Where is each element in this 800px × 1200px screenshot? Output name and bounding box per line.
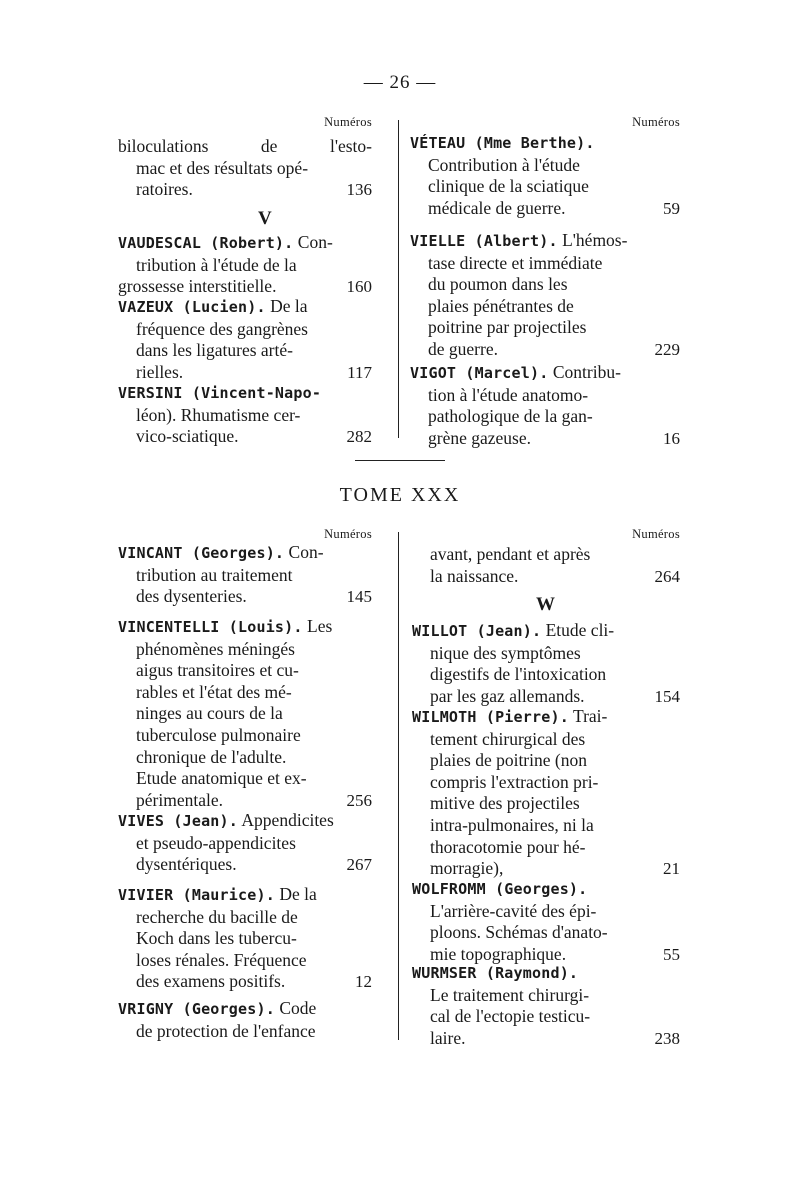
entry-line: plaies pénétrantes de	[428, 295, 574, 316]
entry-line: fréquence des gangrènes	[136, 318, 308, 339]
entry-line: de protection de l'enfance	[136, 1020, 316, 1041]
entry-line: pathologique de la gan-	[428, 406, 593, 427]
entry-line: recherche du bacille de	[136, 906, 298, 927]
entry-line: rables et l'état des mé-	[136, 681, 292, 702]
entry-line: ratoires.	[136, 179, 193, 200]
entry-line: L'hémos-	[562, 230, 628, 250]
entry-line: dysentériques.	[136, 854, 237, 875]
entry-name: VERSINI (Vincent-Napo-	[118, 384, 322, 402]
index-entry	[410, 362, 680, 449]
entry-line: phénomènes méningés	[136, 638, 295, 659]
entry-name: WOLFROMM (Georges).	[412, 880, 588, 898]
entry-number: 264	[654, 566, 680, 586]
index-entry	[118, 884, 372, 993]
entry-line: Etude cli-	[545, 620, 615, 640]
entry-line: loses rénales. Fréquence	[136, 949, 307, 970]
column-header: Numéros	[632, 115, 680, 129]
tome-title: TOME XXX	[339, 484, 461, 506]
entry-line: tion à l'étude anatomo-	[428, 384, 589, 405]
entry-line: Con-	[288, 542, 324, 562]
entry-line: ninges au cours de la	[136, 703, 283, 724]
entry-line: et pseudo-appendicites	[136, 832, 296, 853]
column-header: Numéros	[632, 527, 680, 541]
index-entry	[118, 810, 372, 876]
section-letter: V	[258, 208, 272, 229]
entry-line: léon). Rhumatisme cer-	[136, 404, 301, 425]
entry-line: tribution à l'étude de la	[136, 254, 297, 275]
entry-number: 256	[346, 790, 372, 810]
entry-name: WILLOT (Jean).	[412, 622, 542, 640]
entry-line: grène gazeuse.	[428, 427, 531, 448]
entry-line: avant, pendant et après	[430, 544, 591, 564]
index-entry	[412, 962, 680, 1049]
entry-name: WILMOTH (Pierre).	[412, 708, 569, 726]
entry-number: 55	[663, 944, 680, 964]
entry-name: VÉTEAU (Mme Berthe).	[410, 134, 595, 152]
entry-name: VRIGNY (Georges).	[118, 1000, 275, 1018]
entry-line: vico-sciatique.	[136, 426, 239, 447]
entry-number: 16	[663, 428, 680, 448]
index-entry	[412, 706, 680, 880]
entry-line: Trai-	[573, 706, 608, 726]
entry-line: aigus transitoires et cu-	[136, 660, 299, 681]
entry-line: thoracotomie pour hé-	[430, 836, 586, 857]
section-divider	[355, 460, 445, 461]
entry-line: Code	[279, 998, 317, 1018]
column-divider	[398, 532, 399, 1040]
column-bottom-right	[412, 524, 680, 1048]
entry-line: morragie),	[430, 858, 504, 879]
entry-name: VIELLE (Albert).	[410, 232, 558, 250]
entry-number: 136	[346, 180, 372, 200]
entry-line: Contribu-	[552, 362, 621, 382]
entry-line: biloculations de l'esto-	[118, 136, 372, 156]
entry-line: grossesse interstitielle.	[118, 276, 277, 297]
entry-number: 59	[663, 198, 680, 218]
entry-line: mac et des résultats opé-	[136, 157, 309, 178]
entry-name: VINCENTELLI (Louis).	[118, 618, 303, 636]
entry-line: tuberculose pulmonaire	[136, 724, 301, 745]
entry-line: des examens positifs.	[136, 971, 286, 992]
entry-number: 145	[346, 587, 372, 607]
index-entry	[410, 230, 680, 361]
index-entry	[412, 878, 680, 965]
entry-line: ploons. Schémas d'anato-	[430, 922, 608, 943]
index-entry	[118, 382, 372, 448]
entry-name: VIVIER (Maurice).	[118, 886, 275, 904]
entry-name: VAUDESCAL (Robert).	[118, 234, 294, 252]
entry-line: des dysenteries.	[136, 586, 247, 607]
column-top-right	[410, 112, 680, 448]
entry-number: 12	[355, 972, 372, 992]
column-divider	[398, 120, 399, 438]
column-bottom-left	[118, 524, 372, 1044]
section-letter: W	[536, 594, 555, 615]
entry-line: Con-	[297, 232, 333, 252]
column-header: Numéros	[324, 527, 372, 541]
entry-line: mitive des projectiles	[430, 793, 580, 814]
entry-number: 267	[346, 855, 372, 875]
entry-line: plaies de poitrine (non	[430, 750, 587, 771]
entry-line: chronique de l'adulte.	[136, 746, 287, 767]
entry-name: VAZEUX (Lucien).	[118, 298, 266, 316]
entry-line: Appendicites	[241, 810, 334, 830]
entry-number: 238	[654, 1028, 680, 1048]
entry-line: de guerre.	[428, 338, 498, 359]
entry-line: clinique de la sciatique	[428, 176, 589, 197]
entry-number: 229	[654, 339, 680, 359]
entry-name: VIVES (Jean).	[118, 812, 238, 830]
entry-line: Les	[307, 616, 333, 636]
entry-line: L'arrière-cavité des épi-	[430, 900, 597, 921]
entry-line: tribution au traitement	[136, 564, 293, 585]
entry-line: De la	[270, 296, 308, 316]
entry-line: la naissance.	[430, 565, 519, 586]
entry-line: cal de l'ectopie testicu-	[430, 1006, 591, 1027]
index-entry	[118, 542, 372, 608]
entry-name: VIGOT (Marcel).	[410, 364, 549, 382]
entry-line: nique des symptômes	[430, 642, 581, 663]
entry-line: rielles.	[136, 361, 184, 382]
entry-line: De la	[279, 884, 317, 904]
index-entry	[412, 544, 680, 587]
index-entry	[118, 232, 372, 298]
entry-line: compris l'extraction pri-	[430, 771, 599, 792]
entry-line: périmentale.	[136, 789, 223, 810]
entry-line: mie topographique.	[430, 943, 567, 964]
entry-line: tase directe et immédiate	[428, 252, 603, 273]
column-header: Numéros	[324, 115, 372, 129]
entry-name: VINCANT (Georges).	[118, 544, 285, 562]
entry-number: 282	[346, 427, 372, 447]
index-entry	[410, 132, 680, 219]
entry-line: Etude anatomique et ex-	[136, 768, 307, 789]
entry-number: 154	[654, 686, 680, 706]
entry-line: Koch dans les tubercu-	[136, 928, 297, 949]
index-entry	[118, 998, 372, 1042]
entry-line: poitrine par projectiles	[428, 317, 587, 338]
entry-line: médicale de guerre.	[428, 197, 566, 218]
index-entry	[118, 296, 372, 383]
entry-line: intra-pulmonaires, ni la	[430, 814, 594, 835]
entry-line: par les gaz allemands.	[430, 685, 585, 706]
entry-number: 117	[347, 362, 372, 382]
column-top-left	[118, 112, 372, 447]
entry-line: laire.	[430, 1027, 466, 1048]
entry-line: tement chirurgical des	[430, 728, 586, 749]
entry-line: Contribution à l'étude	[428, 154, 580, 175]
entry-name: WURMSER (Raymond).	[412, 964, 579, 982]
entry-number: 160	[346, 277, 372, 297]
entry-line: dans les ligatures arté-	[136, 340, 293, 361]
index-entry	[412, 620, 680, 707]
index-entry	[118, 136, 372, 201]
page-number: — 26 —	[363, 72, 437, 93]
entry-number: 21	[663, 859, 680, 879]
entry-line: digestifs de l'intoxication	[430, 664, 607, 685]
index-entry	[118, 616, 372, 811]
entry-line: du poumon dans les	[428, 274, 568, 295]
entry-line: Le traitement chirurgi-	[430, 984, 590, 1005]
